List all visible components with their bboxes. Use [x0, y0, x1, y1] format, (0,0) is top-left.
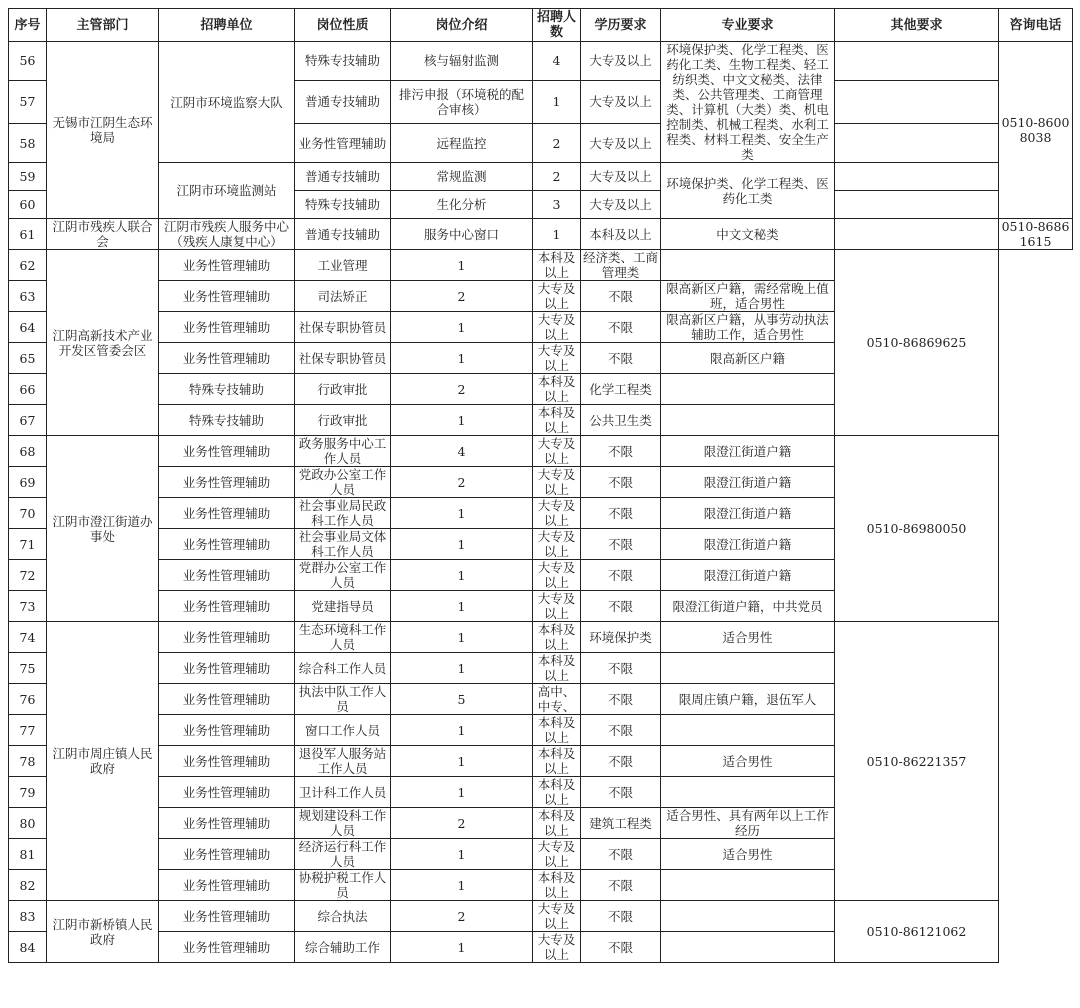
cell-count: 2	[391, 374, 533, 405]
cell-no: 78	[9, 746, 47, 777]
cell-nature: 业务性管理辅助	[159, 901, 295, 932]
cell-other: 适合男性	[661, 622, 835, 653]
cell-intro: 协税护税工作人员	[295, 870, 391, 901]
cell-nature: 普通专技辅助	[295, 163, 391, 191]
cell-edu: 本科及以上	[533, 777, 581, 808]
cell-intro: 社会事业局文体科工作人员	[295, 529, 391, 560]
cell-no: 74	[9, 622, 47, 653]
cell-count: 1	[391, 777, 533, 808]
cell-nature: 业务性管理辅助	[159, 622, 295, 653]
header-row	[9, 9, 1073, 42]
cell-other	[835, 124, 999, 163]
cell-count: 1	[391, 622, 533, 653]
cell-other: 限澄江街道户籍	[661, 529, 835, 560]
cell-no: 80	[9, 808, 47, 839]
cell-edu: 本科及以上	[533, 653, 581, 684]
table-row	[9, 42, 1073, 81]
cell-no: 66	[9, 374, 47, 405]
cell-major: 不限	[581, 436, 661, 467]
cell-major: 不限	[581, 653, 661, 684]
cell-intro: 行政审批	[295, 405, 391, 436]
recruitment-table	[8, 8, 1073, 963]
cell-intro: 核与辐射监测	[391, 42, 533, 81]
cell-nature: 业务性管理辅助	[159, 684, 295, 715]
header-edu: 学历要求	[581, 9, 661, 42]
cell-major: 不限	[581, 281, 661, 312]
cell-nature: 特殊专技辅助	[159, 405, 295, 436]
cell-phone: 0510-86121062	[835, 901, 999, 963]
cell-major: 环境保护类、化学工程类、医药化工类	[661, 163, 835, 219]
cell-other: 限周庄镇户籍，退伍军人	[661, 684, 835, 715]
cell-other	[661, 932, 835, 963]
cell-other	[661, 901, 835, 932]
cell-nature: 普通专技辅助	[295, 219, 391, 250]
cell-other: 限澄江街道户籍	[661, 467, 835, 498]
cell-major: 不限	[581, 684, 661, 715]
cell-phone: 0510-86221357	[835, 622, 999, 901]
cell-no: 76	[9, 684, 47, 715]
cell-major: 不限	[581, 777, 661, 808]
cell-no: 60	[9, 191, 47, 219]
cell-nature: 特殊专技辅助	[295, 191, 391, 219]
cell-nature: 业务性管理辅助	[295, 124, 391, 163]
cell-no: 62	[9, 250, 47, 281]
cell-nature: 业务性管理辅助	[159, 932, 295, 963]
cell-other: 限高新区户籍	[661, 343, 835, 374]
cell-count: 4	[533, 42, 581, 81]
cell-edu: 本科及以上	[533, 808, 581, 839]
cell-edu: 大专及以上	[533, 281, 581, 312]
cell-intro: 生态环境科工作人员	[295, 622, 391, 653]
recruitment-table-container	[8, 8, 1073, 963]
cell-count: 1	[391, 653, 533, 684]
cell-count: 1	[391, 715, 533, 746]
cell-other	[661, 374, 835, 405]
cell-count: 3	[533, 191, 581, 219]
cell-count: 1	[391, 405, 533, 436]
cell-no: 59	[9, 163, 47, 191]
cell-nature: 业务性管理辅助	[159, 498, 295, 529]
cell-major: 不限	[581, 901, 661, 932]
cell-other: 限澄江街道户籍，中共党员	[661, 591, 835, 622]
cell-intro: 司法矫正	[295, 281, 391, 312]
cell-major: 不限	[581, 715, 661, 746]
cell-no: 58	[9, 124, 47, 163]
cell-intro: 窗口工作人员	[295, 715, 391, 746]
cell-count: 1	[391, 560, 533, 591]
cell-count: 1	[391, 591, 533, 622]
cell-nature: 业务性管理辅助	[159, 343, 295, 374]
cell-edu: 大专及以上	[581, 42, 661, 81]
cell-edu: 大专及以上	[533, 312, 581, 343]
cell-intro: 政务服务中心工作人员	[295, 436, 391, 467]
cell-edu: 本科及以上	[533, 622, 581, 653]
table-body	[9, 42, 1073, 963]
cell-other	[835, 42, 999, 81]
cell-count: 1	[391, 343, 533, 374]
cell-edu: 本科及以上	[533, 715, 581, 746]
cell-other	[661, 777, 835, 808]
cell-phone: 0510-86861615	[999, 219, 1073, 250]
header-count: 招聘人数	[533, 9, 581, 42]
cell-count: 1	[533, 80, 581, 123]
cell-intro: 工业管理	[295, 250, 391, 281]
cell-count: 2	[533, 163, 581, 191]
cell-count: 5	[391, 684, 533, 715]
header-nature: 岗位性质	[295, 9, 391, 42]
table-row	[9, 622, 1073, 653]
cell-count: 2	[391, 281, 533, 312]
cell-count: 2	[391, 467, 533, 498]
header-unit: 招聘单位	[159, 9, 295, 42]
cell-no: 64	[9, 312, 47, 343]
cell-unit: 江阴市环境监察大队	[159, 42, 295, 163]
table-row	[9, 436, 1073, 467]
cell-edu: 高中、中专、	[533, 684, 581, 715]
header-no: 序号	[9, 9, 47, 42]
cell-nature: 业务性管理辅助	[159, 870, 295, 901]
cell-edu: 大专及以上	[581, 80, 661, 123]
cell-other	[835, 219, 999, 250]
cell-nature: 业务性管理辅助	[159, 591, 295, 622]
cell-count: 2	[391, 901, 533, 932]
header-major: 专业要求	[661, 9, 835, 42]
cell-no: 65	[9, 343, 47, 374]
cell-count: 1	[533, 219, 581, 250]
cell-edu: 大专及以上	[533, 529, 581, 560]
cell-major: 建筑工程类	[581, 808, 661, 839]
cell-count: 1	[391, 746, 533, 777]
cell-count: 4	[391, 436, 533, 467]
cell-nature: 业务性管理辅助	[159, 529, 295, 560]
cell-major: 不限	[581, 467, 661, 498]
cell-other	[661, 870, 835, 901]
cell-other: 适合男性、具有两年以上工作经历	[661, 808, 835, 839]
cell-unit: 江阴市环境监测站	[159, 163, 295, 219]
cell-no: 73	[9, 591, 47, 622]
cell-dept: 江阴市残疾人联合会	[47, 219, 159, 250]
cell-intro: 经济运行科工作人员	[295, 839, 391, 870]
cell-intro: 行政审批	[295, 374, 391, 405]
cell-other: 限澄江街道户籍	[661, 560, 835, 591]
cell-nature: 特殊专技辅助	[295, 42, 391, 81]
cell-edu: 大专及以上	[581, 191, 661, 219]
cell-intro: 综合辅助工作	[295, 932, 391, 963]
cell-intro: 常规监测	[391, 163, 533, 191]
cell-intro: 社会事业局民政科工作人员	[295, 498, 391, 529]
cell-count: 1	[391, 529, 533, 560]
cell-no: 63	[9, 281, 47, 312]
cell-intro: 社保专职协管员	[295, 343, 391, 374]
cell-intro: 生化分析	[391, 191, 533, 219]
cell-major: 不限	[581, 343, 661, 374]
cell-count: 1	[391, 312, 533, 343]
cell-other: 限高新区户籍，从事劳动执法辅助工作，适合男性	[661, 312, 835, 343]
cell-dept: 江阴市新桥镇人民政府	[47, 901, 159, 963]
cell-nature: 业务性管理辅助	[159, 715, 295, 746]
cell-phone: 0510-86980050	[835, 436, 999, 622]
cell-nature: 业务性管理辅助	[159, 467, 295, 498]
cell-nature: 业务性管理辅助	[159, 808, 295, 839]
cell-edu: 大专及以上	[533, 901, 581, 932]
cell-nature: 普通专技辅助	[295, 80, 391, 123]
cell-unit: 江阴市残疾人服务中心（残疾人康复中心）	[159, 219, 295, 250]
cell-other	[661, 405, 835, 436]
cell-major: 环境保护类、化学工程类、医药化工类、生物工程类、轻工纺织类、中文文秘类、法律类、公共管理类、工商管理类、计算机（大类）类、机电控制类、机械工程类、水利工程类、材料工程类、安全生产类	[661, 42, 835, 163]
cell-no: 81	[9, 839, 47, 870]
cell-no: 61	[9, 219, 47, 250]
cell-count: 1	[391, 250, 533, 281]
cell-other: 限澄江街道户籍	[661, 498, 835, 529]
header-dept: 主管部门	[47, 9, 159, 42]
cell-intro: 排污申报（环境税的配合审核）	[391, 80, 533, 123]
cell-edu: 本科及以上	[533, 374, 581, 405]
cell-phone: 0510-86008038	[999, 42, 1073, 219]
cell-intro: 党群办公室工作人员	[295, 560, 391, 591]
cell-other	[835, 80, 999, 123]
cell-edu: 大专及以上	[533, 467, 581, 498]
cell-nature: 业务性管理辅助	[159, 839, 295, 870]
cell-intro: 综合执法	[295, 901, 391, 932]
cell-major: 不限	[581, 746, 661, 777]
cell-major: 不限	[581, 560, 661, 591]
header-intro: 岗位介绍	[391, 9, 533, 42]
cell-intro: 远程监控	[391, 124, 533, 163]
cell-nature: 业务性管理辅助	[159, 281, 295, 312]
table-row	[9, 250, 1073, 281]
cell-edu: 本科及以上	[533, 870, 581, 901]
cell-no: 71	[9, 529, 47, 560]
cell-intro: 执法中队工作人员	[295, 684, 391, 715]
cell-edu: 大专及以上	[533, 932, 581, 963]
cell-major: 不限	[581, 839, 661, 870]
cell-major: 不限	[581, 591, 661, 622]
cell-nature: 业务性管理辅助	[159, 436, 295, 467]
cell-other: 限澄江街道户籍	[661, 436, 835, 467]
cell-other	[835, 163, 999, 191]
cell-no: 72	[9, 560, 47, 591]
cell-nature: 业务性管理辅助	[159, 560, 295, 591]
cell-other	[661, 250, 835, 281]
cell-no: 67	[9, 405, 47, 436]
cell-no: 70	[9, 498, 47, 529]
cell-intro: 综合科工作人员	[295, 653, 391, 684]
cell-intro: 党政办公室工作人员	[295, 467, 391, 498]
cell-count: 1	[391, 498, 533, 529]
cell-edu: 大专及以上	[533, 839, 581, 870]
cell-dept: 江阴高新技术产业开发区管委会区	[47, 250, 159, 436]
cell-count: 2	[533, 124, 581, 163]
cell-no: 79	[9, 777, 47, 808]
cell-edu: 大专及以上	[533, 343, 581, 374]
cell-count: 2	[391, 808, 533, 839]
header-other: 其他要求	[835, 9, 999, 42]
cell-no: 68	[9, 436, 47, 467]
cell-intro: 社保专职协管员	[295, 312, 391, 343]
cell-edu: 大专及以上	[533, 436, 581, 467]
header-phone: 咨询电话	[999, 9, 1073, 42]
cell-major: 公共卫生类	[581, 405, 661, 436]
cell-major: 经济类、工商管理类	[581, 250, 661, 281]
table-row	[9, 901, 1073, 932]
cell-nature: 业务性管理辅助	[159, 250, 295, 281]
cell-dept: 无锡市江阴生态环境局	[47, 42, 159, 219]
cell-major: 不限	[581, 529, 661, 560]
cell-intro: 退役军人服务站工作人员	[295, 746, 391, 777]
cell-major: 不限	[581, 870, 661, 901]
cell-no: 56	[9, 42, 47, 81]
cell-major: 不限	[581, 498, 661, 529]
cell-edu: 大专及以上	[533, 560, 581, 591]
cell-nature: 业务性管理辅助	[159, 312, 295, 343]
cell-dept: 江阴市周庄镇人民政府	[47, 622, 159, 901]
cell-edu: 本科及以上	[533, 250, 581, 281]
cell-major: 中文文秘类	[661, 219, 835, 250]
cell-count: 1	[391, 932, 533, 963]
cell-nature: 业务性管理辅助	[159, 746, 295, 777]
cell-nature: 业务性管理辅助	[159, 777, 295, 808]
cell-edu: 大专及以上	[581, 124, 661, 163]
cell-other: 适合男性	[661, 746, 835, 777]
cell-no: 84	[9, 932, 47, 963]
cell-no: 77	[9, 715, 47, 746]
cell-no: 69	[9, 467, 47, 498]
cell-nature: 特殊专技辅助	[159, 374, 295, 405]
cell-other: 适合男性	[661, 839, 835, 870]
cell-other	[835, 191, 999, 219]
cell-count: 1	[391, 870, 533, 901]
cell-edu: 大专及以上	[533, 498, 581, 529]
cell-phone: 0510-86869625	[835, 250, 999, 436]
cell-dept: 江阴市澄江街道办事处	[47, 436, 159, 622]
cell-major: 化学工程类	[581, 374, 661, 405]
cell-intro: 卫计科工作人员	[295, 777, 391, 808]
cell-nature: 业务性管理辅助	[159, 653, 295, 684]
cell-edu: 本科及以上	[581, 219, 661, 250]
cell-edu: 大专及以上	[581, 163, 661, 191]
cell-edu: 本科及以上	[533, 746, 581, 777]
cell-no: 57	[9, 80, 47, 123]
cell-no: 75	[9, 653, 47, 684]
cell-intro: 党建指导员	[295, 591, 391, 622]
cell-intro: 规划建设科工作人员	[295, 808, 391, 839]
cell-edu: 本科及以上	[533, 405, 581, 436]
cell-edu: 大专及以上	[533, 591, 581, 622]
cell-other: 限高新区户籍，需经常晚上值班，适合男性	[661, 281, 835, 312]
cell-count: 1	[391, 839, 533, 870]
cell-major: 不限	[581, 932, 661, 963]
cell-major: 环境保护类	[581, 622, 661, 653]
cell-no: 83	[9, 901, 47, 932]
table-row	[9, 163, 1073, 191]
cell-no: 82	[9, 870, 47, 901]
cell-intro: 服务中心窗口	[391, 219, 533, 250]
table-row	[9, 219, 1073, 250]
cell-major: 不限	[581, 312, 661, 343]
cell-other	[661, 653, 835, 684]
cell-other	[661, 715, 835, 746]
